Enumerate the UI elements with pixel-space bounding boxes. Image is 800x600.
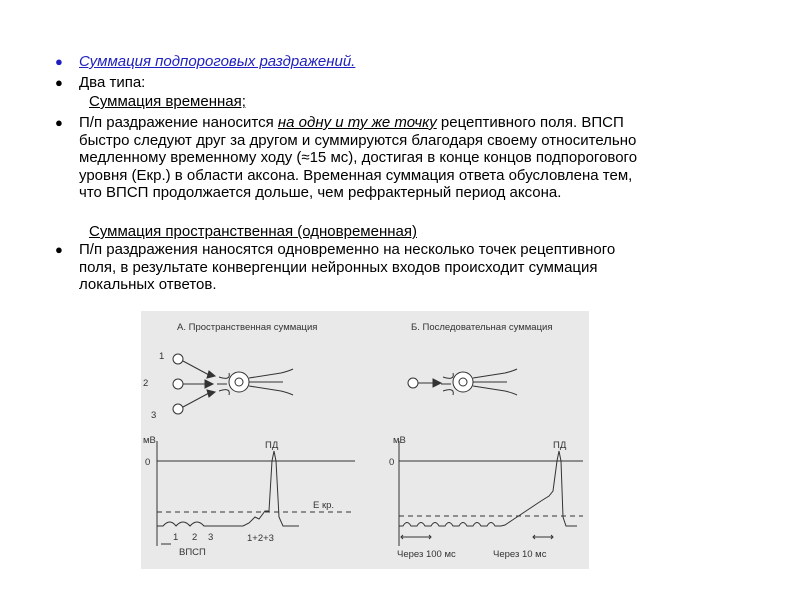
input-label-1: 1 — [159, 351, 165, 362]
panel-b-peak-label: ПД — [553, 440, 567, 451]
summation-figure — [141, 311, 589, 569]
after-100ms-label: Через 100 мс — [397, 549, 456, 560]
input-label-3: 3 — [151, 410, 157, 421]
panel-b-graph — [399, 441, 583, 546]
epsp-number-2: 2 — [192, 532, 198, 543]
temporal-line-1: П/п раздражение наносится на одну и ту же точку рецептивного поля. ВПСП — [79, 114, 624, 131]
two-types-label: Два типа: — [79, 74, 146, 91]
bullet-icon: ● — [55, 54, 63, 69]
panel-a-neuron — [173, 354, 293, 414]
epsp-number-1: 1 — [173, 532, 179, 543]
epsp-label: ВПСП — [179, 547, 206, 558]
threshold-label: Е кр. — [313, 500, 335, 511]
bullet-icon: ● — [55, 115, 63, 130]
summation-diagram — [141, 311, 589, 569]
panel-b-y-unit: мВ — [393, 435, 406, 446]
panel-b-neuron — [408, 369, 517, 395]
spatial-paragraph — [55, 241, 755, 297]
panel-a-y-unit: мВ — [143, 435, 156, 446]
spatial-line-1: П/п раздражения наносятся одновременно на несколько точек рецептивного — [79, 241, 616, 258]
temporal-heading: Суммация временная; — [89, 93, 246, 110]
panel-a-peak-label: ПД — [265, 440, 279, 451]
panel-b-title: Б. Последовательная суммация — [411, 322, 553, 333]
slide-title: Суммация подпороговых раздражений. — [79, 53, 356, 70]
spatial-heading: Суммация пространственная (одновременная) — [89, 223, 417, 240]
epsp-number-3: 3 — [208, 532, 214, 543]
spatial-text — [79, 241, 755, 294]
after-10ms-label: Через 10 мс — [493, 549, 547, 560]
temporal-paragraph — [55, 114, 755, 204]
spatial-line-2: поля, в результате конвергенции нейронных входов происходит суммация — [79, 258, 598, 276]
temporal-line-3: медленному временному ходу (≈15 мс), достигая в конце концов подпорогового — [79, 149, 638, 166]
panel-a-title: А. Пространственная суммация — [177, 322, 318, 333]
temporal-line-5: что ВПСП продолжается дольше, чем рефрактерный период аксона. — [79, 184, 562, 201]
temporal-line-2: быстро следуют друг за другом и суммируются благодаря своему относительно — [79, 131, 637, 149]
panel-a-graph — [157, 441, 355, 546]
same-point-emphasis: на одну и ту же точку — [277, 114, 437, 131]
temporal-text — [79, 114, 755, 202]
bullet-icon: ● — [55, 242, 63, 257]
temporal-line-4: уровня (Екр.) в области аксона. Временная суммация ответа обусловлена тем, — [79, 166, 633, 184]
panel-a-zero: 0 — [145, 457, 151, 468]
bullet-icon: ● — [55, 75, 63, 90]
spatial-line-3: локальных ответов. — [79, 276, 217, 293]
panel-b-zero: 0 — [389, 457, 395, 468]
input-label-2: 2 — [143, 378, 149, 389]
sum-label: 1+2+3 — [247, 533, 274, 544]
